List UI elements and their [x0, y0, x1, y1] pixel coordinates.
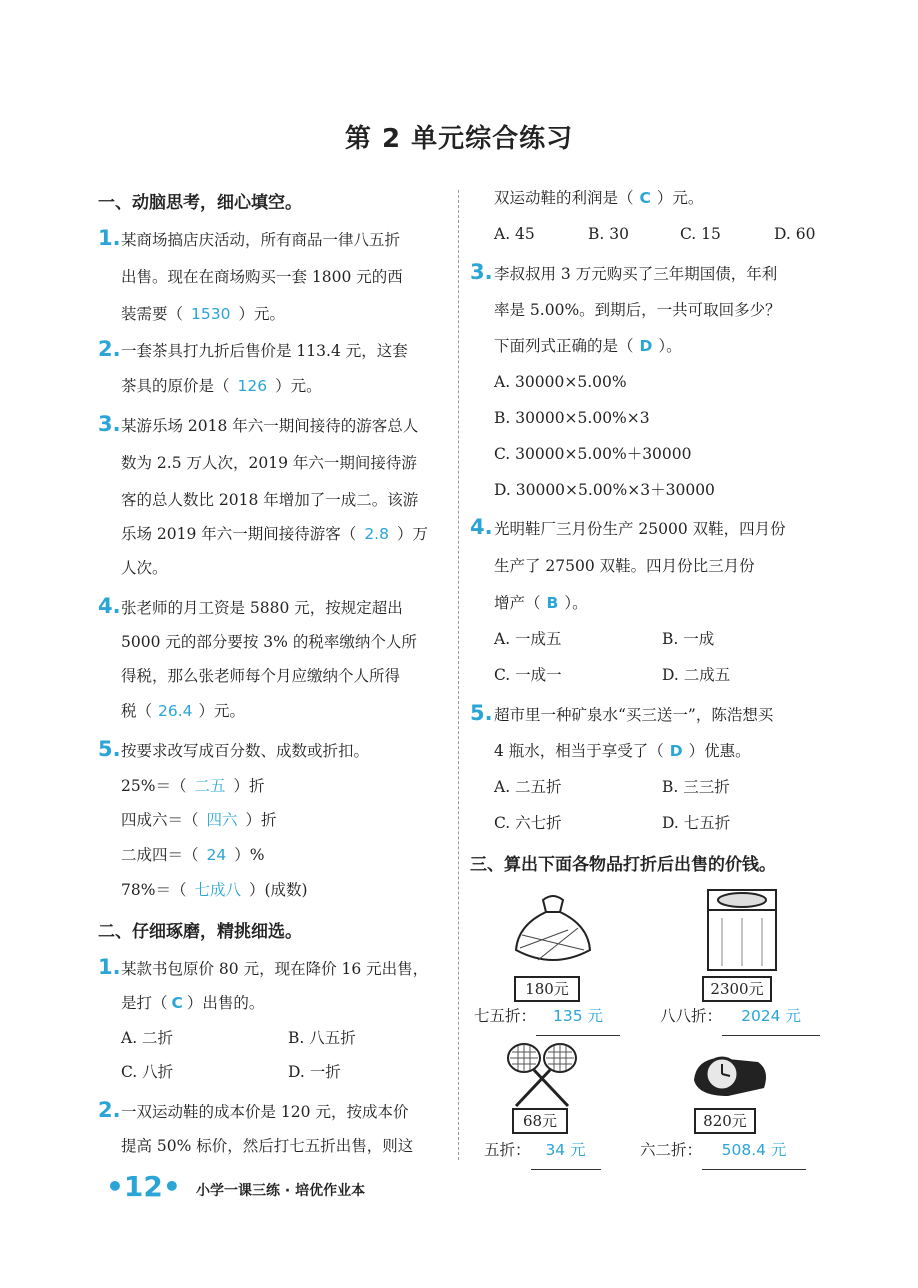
- column-divider: [458, 190, 459, 1160]
- question-text: 乐场 2019 年六一期间接待游客（ 2.8 ）万: [121, 525, 428, 543]
- answer: 1530: [191, 305, 231, 323]
- question-text: 下面列式正确的是（ D ）。: [494, 337, 682, 355]
- question-number: 2.: [98, 1098, 121, 1122]
- answer: 508.4 元: [702, 1132, 806, 1170]
- question-text: 增产（ B ）。: [494, 594, 588, 612]
- answer: 二五: [194, 777, 226, 795]
- question-number: 3.: [98, 412, 121, 436]
- question-text: 生产了 27500 双鞋。四月份比三月份: [494, 557, 755, 575]
- option-b: B. 三三折: [662, 778, 730, 796]
- question-text: 李叔叔用 3 万元购买了三年期国债，年利: [494, 265, 778, 283]
- price-tag: 180元: [514, 976, 580, 1002]
- answer: C: [639, 189, 651, 207]
- option-c: C. 八折: [121, 1063, 174, 1081]
- conversion-row: 四成六＝（ 四六 ）折: [121, 811, 277, 829]
- question-number: 5.: [98, 737, 121, 761]
- option-a: A. 二折: [121, 1029, 174, 1047]
- question-number: 1.: [98, 226, 121, 250]
- question-text: 是打（ C ）出售的。: [121, 994, 265, 1012]
- option-d: D. 30000×5.00%×3＋30000: [494, 481, 715, 499]
- answer: D: [669, 742, 683, 760]
- answer: 七成八: [194, 881, 241, 899]
- page-title: 第 2 单元综合练习: [344, 124, 574, 154]
- section3-heading: 三、算出下面各物品打折后出售的价钱。: [470, 855, 776, 875]
- question-text: 某商场搞店庆活动，所有商品一律八五折: [121, 231, 401, 249]
- question-number: 4.: [98, 594, 121, 618]
- option-a: A. 一成五: [494, 630, 562, 648]
- answer: 26.4: [158, 702, 193, 720]
- discount-row: 六二折： 508.4 元: [640, 1132, 806, 1170]
- question-text: 人次。: [121, 559, 168, 577]
- page-number: •12•: [106, 1170, 181, 1203]
- option-d: D. 二成五: [662, 666, 731, 684]
- option-b: B. 30000×5.00%×3: [494, 409, 650, 427]
- question-text: 双运动鞋的利润是（ C ）元。: [494, 189, 704, 207]
- section1-heading: 一、动脑思考，细心填空。: [98, 193, 302, 213]
- option-b: B. 30: [588, 225, 629, 243]
- option-c: C. 一成一: [494, 666, 562, 684]
- answer: 四六: [206, 811, 238, 829]
- option-c: C. 15: [680, 225, 721, 243]
- option-a: A. 45: [494, 225, 535, 243]
- option-b: B. 一成: [662, 630, 715, 648]
- question-text: 某游乐场 2018 年六一期间接待的游客总人: [121, 417, 419, 435]
- answer: 2024 元: [722, 998, 820, 1036]
- question-number: 2.: [98, 337, 121, 361]
- option-a: A. 二五折: [494, 778, 562, 796]
- discount-row: 八八折： 2024 元: [660, 998, 820, 1036]
- discount-row: 五折： 34 元: [484, 1132, 601, 1170]
- question-text: 客的总人数比 2018 年增加了一成二。该游: [121, 491, 419, 509]
- option-d: D. 60: [774, 225, 816, 243]
- question-text: 茶具的原价是（ 126 ）元。: [121, 377, 322, 395]
- answer: 126: [237, 377, 268, 395]
- question-text: 一双运动鞋的成本价是 120 元，按成本价: [121, 1103, 409, 1121]
- question-text: 得税，那么张老师每个月应缴纳个人所得: [121, 667, 401, 685]
- conversion-row: 二成四＝（ 24 ）%: [121, 846, 265, 864]
- question-text: 提高 50% 标价，然后打七五折出售，则这: [121, 1137, 414, 1155]
- option-d: D. 七五折: [662, 814, 731, 832]
- answer: C: [171, 994, 183, 1012]
- question-text: 率是 5.00%。到期后，一共可取回多少？: [494, 301, 781, 319]
- question-number: 5.: [470, 701, 493, 725]
- price-tag: 68元: [512, 1108, 568, 1134]
- question-number: 1.: [98, 955, 121, 979]
- discount-row: 七五折： 135 元: [474, 998, 620, 1036]
- question-text: 某款书包原价 80 元，现在降价 16 元出售，: [121, 960, 429, 978]
- question-text: 张老师的月工资是 5880 元，按规定超出: [121, 599, 403, 617]
- question-number: 3.: [470, 260, 493, 284]
- question-text: 税（ 26.4 ）元。: [121, 702, 246, 720]
- conversion-row: 25%＝（ 二五 ）折: [121, 777, 265, 795]
- option-d: D. 一折: [288, 1063, 341, 1081]
- question-text: 按要求改写成百分数、成数或折扣。: [121, 742, 370, 760]
- answer: 2.8: [364, 525, 389, 543]
- answer: 34 元: [531, 1132, 601, 1170]
- price-tag: 820元: [694, 1108, 756, 1134]
- washing-machine-icon: [702, 886, 782, 974]
- question-text: 数为 2.5 万人次，2019 年六一期间接待游: [121, 454, 417, 472]
- answer: 135 元: [536, 998, 620, 1036]
- answer: 24: [206, 846, 227, 864]
- rackets-icon: [502, 1040, 582, 1110]
- option-c: C. 六七折: [494, 814, 562, 832]
- section2-heading: 二、仔细琢磨，精挑细选。: [98, 922, 302, 942]
- question-text: 一套茶具打九折后售价是 113.4 元，这套: [121, 342, 408, 360]
- question-text: 4 瓶水，相当于享受了（ D ）优惠。: [494, 742, 751, 760]
- question-text: 出售。现在在商场购买一套 1800 元的西: [121, 268, 403, 286]
- question-text: 装需要（ 1530 ）元。: [121, 305, 285, 323]
- question-text: 5000 元的部分要按 3% 的税率缴纳个人所: [121, 633, 417, 651]
- answer: B: [546, 594, 559, 612]
- price-tag: 2300元: [702, 976, 772, 1002]
- option-a: A. 30000×5.00%: [494, 373, 627, 391]
- question-text: 光明鞋厂三月份生产 25000 双鞋，四月份: [494, 520, 786, 538]
- conversion-row: 78%＝（ 七成八 ）(成数): [121, 881, 308, 899]
- bag-icon: [508, 890, 598, 970]
- question-text: 超市里一种矿泉水“买三送一”，陈浩想买: [494, 706, 774, 724]
- option-c: C. 30000×5.00%＋30000: [494, 445, 692, 463]
- question-number: 4.: [470, 515, 493, 539]
- answer: D: [639, 337, 653, 355]
- option-b: B. 八五折: [288, 1029, 356, 1047]
- footer-text: 小学一课三练 · 培优作业本: [196, 1183, 366, 1199]
- watch-icon: [688, 1040, 772, 1104]
